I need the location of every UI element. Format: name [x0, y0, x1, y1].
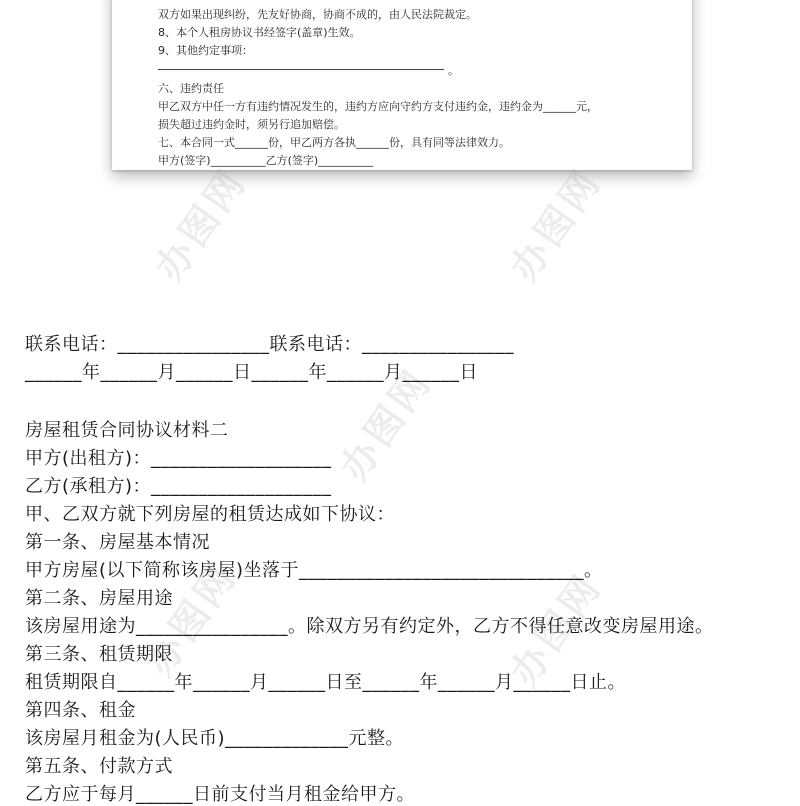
article-4-title: 第四条、租金	[25, 700, 136, 721]
watermark: 办图网	[136, 555, 246, 684]
article-4-text: 该房屋月租金为(人民币)_____________元整。	[25, 728, 405, 749]
date-line: ______年______月______日______年______月______日	[25, 362, 478, 383]
sheet-line: 甲方(签字)__________乙方(签字)__________	[158, 154, 374, 167]
sheet-blank-line	[158, 69, 444, 70]
document-preview-sheet	[112, 0, 692, 170]
sheet-line: 双方如果出现纠纷，先友好协商，协商不成的，由人民法院裁定。	[158, 8, 477, 21]
sheet-line: 甲乙双方中任一方有违约情况发生的，违约方应向守约方支付违约金，违约金为______元，	[158, 100, 598, 113]
article-3-title: 第三条、租赁期限	[25, 644, 173, 665]
article-2-text: 该房屋用途为________________。除双方另有约定外，乙方不得任意改变房屋用途。	[25, 616, 714, 637]
sheet-line: 9、其他约定事项：	[158, 44, 253, 57]
document-title: 房屋租赁合同协议材料二	[25, 420, 229, 441]
agreement-intro: 甲、乙双方就下列房屋的租赁达成如下协议：	[25, 504, 395, 525]
article-3-text: 租赁期限自______年______月______日至______年______月______日止。	[25, 672, 626, 693]
watermark: 办图网	[501, 565, 611, 694]
article-5-text: 乙方应于每月______日前支付当月租金给甲方。	[25, 784, 415, 805]
article-5-title: 第五条、付款方式	[25, 756, 173, 777]
watermark: 办图网	[331, 360, 441, 489]
party-b-line: 乙方(承租方)：___________________	[25, 476, 332, 497]
article-1-text: 甲方房屋(以下简称该房屋)坐落于______________________________。	[25, 560, 603, 581]
article-1-title: 第一条、房屋基本情况	[25, 532, 210, 553]
sheet-line: 8、本个人租房协议书经签字(盖章)生效。	[158, 26, 361, 39]
contact-phone-line: 联系电话：________________联系电话：________________	[25, 334, 514, 355]
sheet-line: 七、本合同一式______份，甲乙两方各执______份，具有同等法律效力。	[158, 136, 510, 149]
party-a-line: 甲方(出租方)：___________________	[25, 448, 332, 469]
watermark: 办图网	[146, 160, 256, 289]
article-2-title: 第二条、房屋用途	[25, 588, 173, 609]
sheet-line: 损失超过违约金时，须另行追加赔偿。	[158, 118, 345, 131]
sheet-line: 。	[448, 64, 459, 77]
sheet-line: 六、违约责任	[158, 82, 224, 95]
watermark: 办图网	[501, 160, 611, 289]
